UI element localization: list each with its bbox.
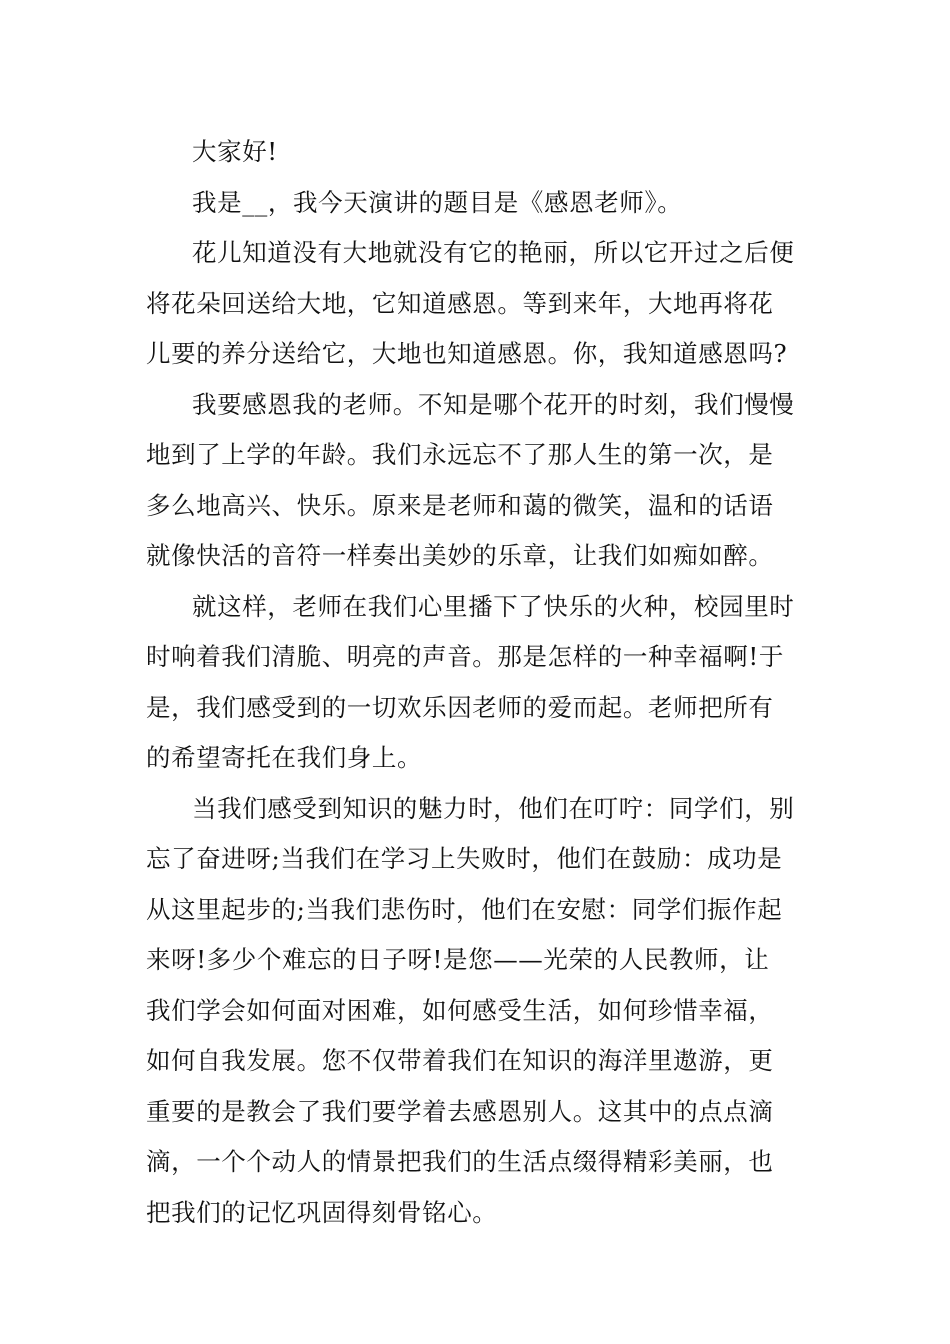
text-line: 是，我们感受到的一切欢乐因老师的爱而起。老师把所有 xyxy=(146,692,774,722)
text-line: 的希望寄托在我们身上。 xyxy=(146,743,423,772)
text-line: 如何自我发展。您不仅带着我们在知识的海洋里遨游，更 xyxy=(146,1046,774,1075)
text-line: 我要感恩我的老师。不知是哪个花开的时刻，我们慢慢 xyxy=(192,389,795,419)
text-line: 重要的是教会了我们要学着去感恩别人。这其中的点点滴 xyxy=(146,1096,774,1126)
text-line: 就像快活的音符一样奏出美妙的乐章，让我们如痴如醉。 xyxy=(146,541,774,570)
text-line: 儿要的养分送给它，大地也知道感恩。你，我知道感恩吗? xyxy=(146,339,788,368)
text-line: 从这里起步的;当我们悲伤时，他们在安慰：同学们振作起 xyxy=(146,894,783,924)
text-line: 大家好! xyxy=(192,137,278,166)
text-line: 地到了上学的年龄。我们永远忘不了那人生的第一次，是 xyxy=(146,440,774,469)
text-line: 将花朵回送给大地，它知道感恩。等到来年，大地再将花 xyxy=(146,288,774,318)
text-line: 当我们感受到知识的魅力时，他们在叮咛：同学们，别 xyxy=(192,793,795,823)
text-line: 就这样，老师在我们心里播下了快乐的火种，校园里时 xyxy=(192,591,795,621)
speech-text xyxy=(146,127,808,1238)
text-line: 时响着我们清脆、明亮的声音。那是怎样的一种幸福啊!于 xyxy=(146,642,784,671)
text-line: 我们学会如何面对困难，如何感受生活，如何珍惜幸福， xyxy=(146,995,774,1025)
text-line: 把我们的记忆巩固得刻骨铭心。 xyxy=(146,1197,498,1227)
text-line: 我是__，我今天演讲的题目是《感恩老师》。 xyxy=(192,187,683,217)
text-line: 来呀!多少个难忘的日子呀!是您——光荣的人民教师，让 xyxy=(146,945,770,974)
text-line: 多么地高兴、快乐。原来是老师和蔼的微笑，温和的话语 xyxy=(146,490,774,520)
text-line: 滴，一个个动人的情景把我们的生活点缀得精彩美丽，也 xyxy=(146,1147,774,1176)
text-line: 花儿知道没有大地就没有它的艳丽，所以它开过之后便 xyxy=(192,238,795,267)
text-line: 忘了奋进呀;当我们在学习上失败时，他们在鼓励：成功是 xyxy=(146,844,783,873)
